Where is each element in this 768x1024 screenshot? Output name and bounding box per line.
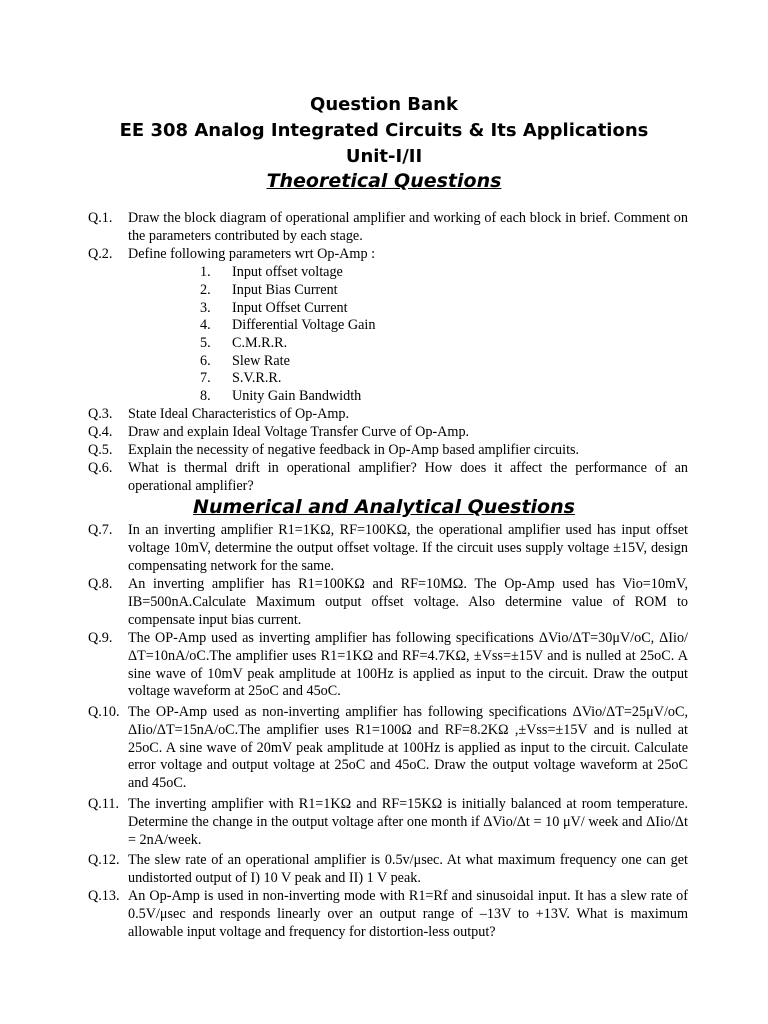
question-number: Q.10. (88, 704, 120, 720)
question-number: Q.2. (88, 246, 113, 262)
question-item (88, 442, 688, 460)
question-number: Q.11. (88, 796, 120, 812)
unit-title: Unit-I/II (345, 146, 423, 167)
question-item (88, 888, 688, 941)
question-item (88, 424, 688, 442)
question-text: Draw the block diagram of operational amplifier and working of each block in brief. Comment on the parameters contributed by each stage. (128, 210, 688, 244)
question-text: The inverting amplifier with R1=1KΩ and RF=15KΩ is initially balanced at room temperature. Determine the change in the output voltage after one month if ΔVio/Δt = 10 μV/ week and ΔIio/Δt = 2nA/week. (128, 796, 688, 848)
question-item (88, 852, 688, 888)
question-item (88, 796, 688, 849)
question-item (88, 210, 688, 246)
question-text: Draw and explain Ideal Voltage Transfer Curve of Op-Amp. (128, 424, 470, 440)
question-item (88, 704, 688, 793)
question-text: State Ideal Characteristics of Op-Amp. (128, 406, 350, 422)
course-title: EE 308 Analog Integrated Circuits & Its Applications (119, 120, 649, 141)
question-item (88, 522, 688, 575)
question-item (88, 406, 688, 424)
question-number: Q.7. (88, 522, 113, 538)
param-item: 5. C.M.R.R. (200, 335, 288, 351)
param-item: 6. Slew Rate (200, 353, 290, 369)
question-text: In an inverting amplifier R1=1KΩ, RF=100KΩ, the operational amplifier used has input offset voltage 10mV, determine the output offset voltage. If the circuit uses supply voltage ±15V, design compensating network for the same. (128, 522, 688, 574)
question-item (88, 460, 688, 496)
question-number: Q.6. (88, 460, 113, 476)
question-item (88, 630, 688, 701)
doc-title: Question Bank (310, 94, 458, 115)
question-number: Q.5. (88, 442, 113, 458)
question-number: Q.8. (88, 576, 113, 592)
question-text: What is thermal drift in operational amplifier? How does it affect the performance of an operational amplifier? (128, 460, 688, 494)
param-item: 4. Differential Voltage Gain (200, 317, 376, 333)
question-text: The OP-Amp used as non-inverting amplifier has following specifications ΔVio/ΔT=25μV/oC, ΔIio/ΔT=15nA/oC.The amplifier uses R1=100Ω and RF=8.2KΩ ,±Vss=±15V and is nulled at 25oC. A sine wave of 20mV peak amplitude at 100Hz is applied as input to the circuit. Calculate error voltage and output voltage at 25oC and 45oC. Draw the output voltage waveform at 25oC and 45oC. (128, 704, 688, 792)
question-item (88, 246, 688, 264)
question-number: Q.9. (88, 630, 113, 646)
param-item: 1. Input offset voltage (200, 264, 343, 280)
question-text: Explain the necessity of negative feedback in Op-Amp based amplifier circuits. (128, 442, 580, 458)
question-item (88, 576, 688, 629)
section-heading-theory: Theoretical Questions (266, 170, 502, 192)
param-item: 2. Input Bias Current (200, 282, 338, 298)
param-item: 7. S.V.R.R. (200, 370, 282, 386)
question-number: Q.4. (88, 424, 113, 440)
param-item: 8. Unity Gain Bandwidth (200, 388, 362, 404)
section-heading-numerical: Numerical and Analytical Questions (193, 496, 575, 518)
question-number: Q.12. (88, 852, 120, 868)
question-number: Q.13. (88, 888, 120, 904)
param-item: 3. Input Offset Current (200, 300, 348, 316)
question-text: Define following parameters wrt Op-Amp : (128, 246, 376, 262)
question-text: The OP-Amp used as inverting amplifier has following specifications ΔVio/ΔT=30μV/oC, ΔIio/ΔT=10nA/oC.The amplifier uses R1=1KΩ and RF=4.7KΩ, ±Vss=±15V and is nulled at 25oC. A sine wave of 10mV peak amplitude at 100Hz is applied as input to the circuit. Draw the output voltage waveform at 25oC and 45oC. (128, 630, 688, 700)
question-text: An Op-Amp is used in non-inverting mode with R1=Rf and sinusoidal input. It has a slew rate of 0.5V/μsec and responds linearly over an output range of –13V to +13V. What is maximum allowable input voltage and frequency for distortion-less output? (128, 888, 688, 940)
question-text: An inverting amplifier has R1=100KΩ and RF=10MΩ. The Op-Amp used has Vio=10mV, IB=500nA.Calculate Maximum output offset voltage. Also determine value of ROM to compensate input bias current. (128, 576, 688, 628)
question-number: Q.3. (88, 406, 113, 422)
question-text: The slew rate of an operational amplifier is 0.5v/μsec. At what maximum frequency one can get undistorted output of I) 10 V peak and II) 1 V peak. (128, 852, 688, 886)
question-number: Q.1. (88, 210, 113, 226)
